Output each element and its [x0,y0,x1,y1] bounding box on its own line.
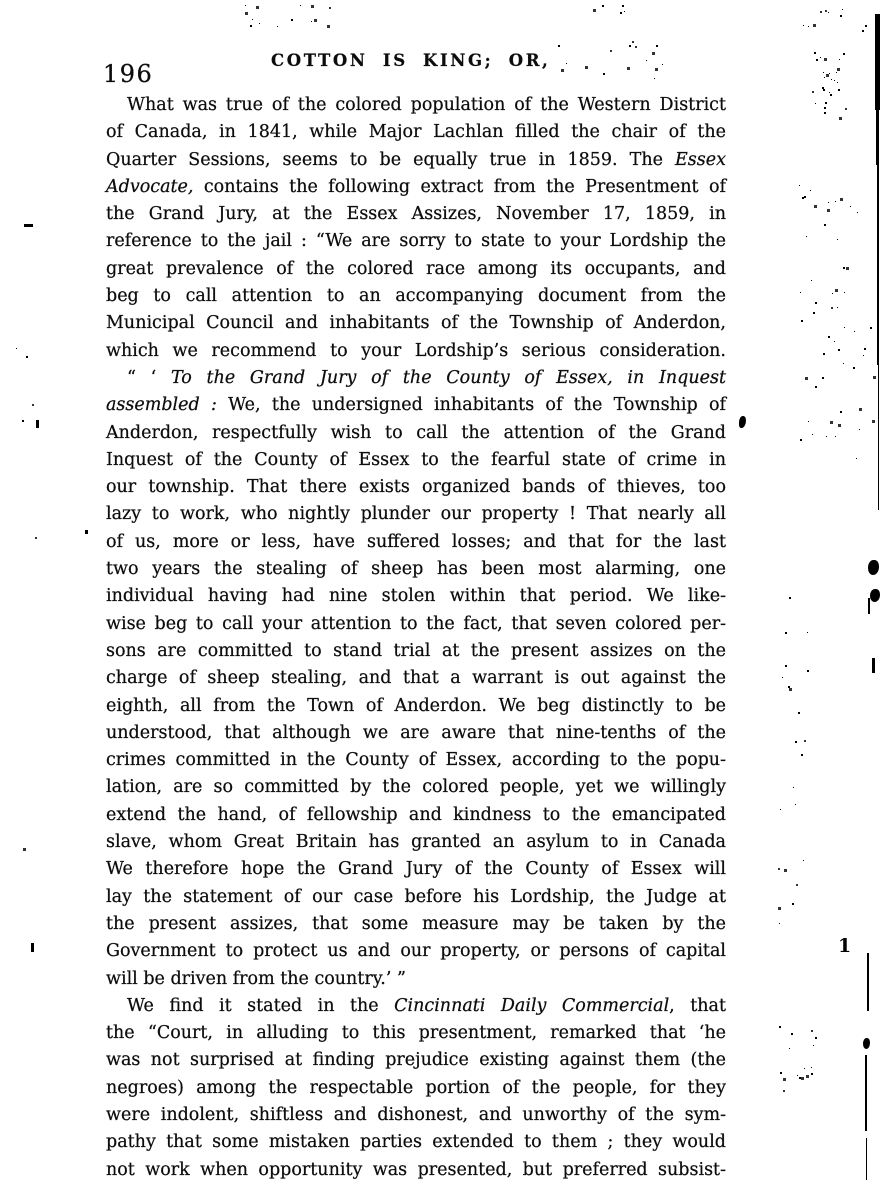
noise-speck [811,1030,813,1032]
text-line [106,338,726,365]
noise-speck [801,754,803,756]
text-line [106,1129,726,1156]
text-line [106,693,726,720]
page-body [106,92,726,1184]
italic-text: assembled : [106,395,217,416]
noise-speck [800,292,801,293]
italic-text: Advocate, [106,176,194,197]
body-text-segment: great prevalence of the colored race among its occupants, and [106,258,726,279]
body-text-segment: pathy that some mistaken parties extended to them ; they would [106,1132,726,1153]
text-line [106,611,726,638]
text-line [106,1047,726,1074]
edge-streak [866,1138,867,1180]
body-text-segment: , that [669,995,726,1016]
noise-speck [796,884,798,886]
ink-tick [872,658,875,673]
noise-speck [824,58,827,61]
body-text-segment: beg to call attention to an accompanying document from the [106,286,726,307]
noise-speck [811,280,812,281]
stray-digit: 1 [838,935,852,957]
noise-speck [602,5,604,7]
noise-speck [836,72,837,73]
body-text-segment: contains the following extract from the Presentment of [193,176,726,197]
body-text-segment: What was true of the colored population of the Western District [127,95,726,115]
noise-speck [804,1068,805,1069]
body-text-segment: extend the hand, of fellowship and kindness to the emancipated [106,804,726,825]
text-line [106,447,726,474]
noise-speck [831,307,833,309]
noise-speck [842,9,843,10]
ink-blob [870,589,880,602]
noise-speck [813,1045,814,1046]
noise-speck [822,87,824,89]
noise-speck [825,102,827,104]
body-text-segment: lazy to work, who nightly plunder our property ! That nearly all [106,504,726,525]
noise-speck [844,292,845,293]
noise-speck [871,328,872,329]
noise-speck [624,11,625,12]
noise-speck [792,903,794,905]
noise-speck [802,197,804,199]
noise-speck [629,45,631,47]
noise-speck [806,236,807,237]
edge-streak [865,1055,867,1131]
text-line [106,283,726,310]
noise-speck [780,1072,782,1074]
text-line [106,993,726,1020]
noise-speck [843,53,845,55]
paragraph [106,92,726,365]
noise-speck [566,63,567,64]
paragraph [106,993,726,1184]
page-number: 196 [103,60,154,88]
noise-speck [854,331,855,332]
noise-speck [829,92,830,93]
body-text-segment: negroes) among the respectable portion of the people, for they [106,1077,726,1098]
text-line [106,720,726,747]
noise-speck [837,68,840,71]
noise-speck [329,7,331,9]
noise-speck [785,665,787,667]
noise-speck [627,67,630,70]
noise-speck [813,312,815,314]
body-text-segment: lation, are so committed by the colored people, yet we willingly [106,777,726,798]
noise-speck [826,74,829,77]
noise-speck [803,25,804,26]
noise-speck [872,420,875,423]
noise-speck [850,206,851,207]
margin-dash [24,224,33,227]
noise-speck [837,239,838,240]
noise-speck [815,302,817,304]
noise-speck [844,327,845,328]
body-text-segment: reference to the jail : “We are sorry to state to your Lordship the [106,231,726,252]
noise-speck [800,439,802,441]
noise-speck [22,420,24,422]
noise-speck [824,112,826,114]
noise-speck [862,30,864,32]
body-text-segment: were indolent, shiftless and dishonest, and unworthy of the sym- [106,1104,726,1125]
noise-speck [791,1033,793,1035]
running-title: COTTON IS KING; OR, [271,51,551,70]
noise-speck [814,52,816,54]
noise-speck [662,64,663,65]
noise-speck [839,59,840,60]
noise-speck [778,868,780,870]
noise-speck [838,424,841,427]
noise-speck [610,50,612,52]
margin-mark [36,420,39,428]
noise-speck [789,688,792,691]
noise-speck [807,632,808,633]
text-line [106,556,726,583]
noise-speck [779,1026,781,1028]
noise-speck [830,94,832,96]
noise-speck [828,202,829,203]
noise-speck [820,57,821,58]
noise-speck [795,804,796,805]
noise-speck [32,404,34,406]
text-line [106,829,726,856]
noise-speck [837,82,838,83]
text-line [106,119,726,146]
noise-speck [632,41,634,43]
text-line [106,583,726,610]
edge-streak [876,105,879,165]
text-line [106,392,726,419]
noise-speck [256,6,259,9]
italic-text: Cincinnati Daily Commercial [394,995,670,1016]
edge-streak [875,14,880,110]
noise-speck [558,45,560,47]
noise-speck [829,73,830,74]
noise-speck [846,267,849,270]
text-line [106,365,726,392]
body-text-segment: understood, that although we are aware that nine-tenths of the [106,722,726,743]
noise-speck [822,377,824,379]
text-line [106,1075,726,1102]
noise-speck [259,23,260,24]
body-text-segment: We find it stated in the [127,995,395,1016]
noise-speck [780,809,781,810]
noise-speck [803,860,804,861]
body-text-segment: the Grand Jury, at the Essex Assizes, November 17, 1859, in [106,204,726,225]
noise-speck [646,60,647,61]
noise-speck [840,198,843,201]
noise-speck [250,25,252,27]
text-line [106,310,726,337]
text-line [106,147,726,174]
noise-speck [873,376,876,379]
noise-speck [810,190,811,191]
noise-speck [784,869,787,872]
noise-speck [789,1048,790,1049]
noise-speck [16,348,17,349]
noise-speck [824,77,825,78]
ink-blob [868,560,879,575]
body-text-segment: which we recommend to your Lordship’s serious consideration. [106,340,726,361]
noise-speck [635,46,637,48]
noise-speck [823,72,824,73]
text-line [106,774,726,801]
noise-speck [793,787,794,788]
noise-speck [785,632,787,634]
text-line [106,638,726,665]
noise-speck [277,26,278,27]
paragraph [106,365,726,993]
noise-speck [824,224,826,226]
noise-speck [788,686,790,688]
text-line [106,911,726,938]
noise-speck [814,205,817,208]
noise-speck [300,5,301,6]
noise-speck [816,59,818,61]
noise-speck [838,89,840,91]
noise-speck [779,923,780,924]
body-text-segment: eighth, all from the Town of Anderdon. We beg distinctly to be [106,695,726,716]
noise-speck [837,307,838,308]
edge-streak [877,160,879,365]
ink-blob [863,1038,870,1049]
body-text-segment: will be driven from the country.’ ” [106,968,406,989]
noise-speck [778,907,781,910]
noise-speck [826,436,827,437]
edge-streak [867,953,869,1011]
text-line [106,747,726,774]
noise-speck [835,201,836,202]
noise-speck [859,408,862,411]
body-text-segment: We therefore hope the Grand Jury of the County of Essex will [106,859,726,880]
noise-speck [853,367,855,369]
noise-speck [811,1067,812,1068]
noise-speck [808,26,809,27]
text-line [106,92,726,119]
noise-speck [795,741,797,743]
text-line [106,856,726,883]
noise-speck [834,341,835,342]
noise-speck [291,19,293,21]
body-text-segment: We, the undersigned inhabitants of the Township of [216,395,726,416]
text-line [106,256,726,283]
body-text-segment: “ ‘ [127,367,171,388]
noise-speck [783,1090,785,1092]
noise-speck [820,11,822,13]
noise-speck [832,293,833,294]
noise-speck [314,19,317,22]
noise-speck [655,68,658,71]
noise-speck [799,185,800,186]
noise-speck [823,353,825,355]
noise-speck [815,386,817,388]
noise-speck [561,69,564,72]
noise-speck [252,19,253,20]
noise-speck [807,670,809,672]
noise-speck [843,363,844,364]
noise-speck [311,21,312,22]
body-text-segment: our township. That there exists organized bands of thieves, too [106,477,726,498]
noise-speck [828,12,829,13]
noise-speck [863,355,864,356]
noise-speck [823,89,825,91]
noise-speck [801,1077,804,1080]
text-line [106,966,726,993]
noise-speck [857,212,858,213]
body-text-segment: slave, whom Great Britain has granted an asylum to in Canada [106,832,726,853]
noise-speck [812,434,813,435]
body-text-segment: lay the statement of our case before his Lordship, the Judge at [106,886,726,907]
margin-dot [85,530,88,534]
body-text-segment: the “Court, in alluding to this presentment, remarked that ‘he [106,1023,726,1044]
noise-speck [593,9,596,12]
noise-speck [831,79,832,80]
body-text-segment: not work when opportunity was presented, but preferred subsist- [106,1159,726,1180]
noise-speck [798,712,800,714]
noise-speck [806,1075,809,1078]
margin-mark [31,943,34,952]
noise-speck [23,848,26,851]
noise-speck [835,289,838,292]
noise-speck [812,91,814,93]
noise-speck [815,103,816,104]
body-text-segment: wise beg to call your attention to the fact, that seven colored per- [106,613,726,634]
body-text-segment: of us, more or less, have suffered losses; and that for the last [106,531,726,552]
body-text-segment: of Canada, in 1841, while Major Lachlan filled the chair of the [106,122,726,143]
body-text-segment: the present assizes, that some measure may be taken by the [106,913,726,934]
edge-streak [878,360,879,510]
noise-speck [801,320,803,322]
noise-speck [585,66,588,69]
text-line [106,884,726,911]
noise-speck [311,5,314,8]
noise-speck [811,1073,813,1075]
text-line [106,420,726,447]
noise-speck [827,209,830,212]
text-line [106,1020,726,1047]
noise-speck [835,436,836,437]
noise-speck [656,45,658,47]
text-line [106,174,726,201]
noise-speck [804,740,806,742]
noise-speck [789,597,791,599]
noise-speck [654,78,655,79]
text-line [106,474,726,501]
text-line [106,665,726,692]
noise-speck [813,24,816,27]
body-text-segment: Municipal Council and inhabitants of the Township of Anderdon, [106,313,726,334]
body-text-segment: sons are committed to stand trial at the present assizes on the [106,640,726,661]
noise-speck [620,12,622,14]
noise-speck [845,108,847,110]
body-text-segment: individual having had nine stolen within that period. We like- [106,586,726,607]
noise-speck [856,458,857,459]
noise-speck [652,52,655,55]
italic-text: Essex [675,149,726,170]
body-text-segment: Quarter Sessions, seems to be equally true in 1859. The [106,149,676,170]
noise-speck [603,73,605,75]
italic-text: To the Grand Jury of the County of Essex, in Inquest [170,367,727,388]
noise-speck [838,349,840,351]
noise-speck [327,25,330,28]
body-text-segment: two years the stealing of sheep has been most alarming, one [106,559,726,580]
text-line [106,802,726,829]
noise-speck [830,421,833,424]
body-text-segment: Government to protect us and our property, or persons of capital [106,941,726,962]
noise-speck [865,25,867,27]
noise-speck [843,267,845,269]
noise-speck [799,1077,801,1079]
noise-speck [840,411,842,413]
text-line [106,938,726,965]
noise-speck [622,5,624,7]
noise-speck [35,537,37,539]
noise-speck [815,1037,817,1039]
ink-blob [739,416,746,428]
noise-speck [825,10,827,12]
body-text-segment: Inquest of the County of Essex to the fearful state of crime in [106,449,726,470]
noise-speck [797,1075,798,1076]
text-line [106,1102,726,1129]
noise-speck [864,348,866,350]
noise-speck [805,377,808,380]
text-line [106,529,726,556]
text-line [106,501,726,528]
noise-speck [859,429,860,430]
body-text-segment: was not surprised at finding prejudice existing against them (the [106,1050,726,1071]
noise-speck [245,12,248,15]
edge-streak [868,598,870,614]
noise-speck [839,117,842,120]
noise-speck [824,107,826,109]
noise-speck [804,196,806,198]
body-text-segment: crimes committed in the County of Essex, according to the popu- [106,750,726,771]
body-text-segment: Anderdon, respectfully wish to call the attention of the Grand [106,422,726,443]
text-line [106,201,726,228]
body-text-segment: charge of sheep stealing, and that a warrant is out against the [106,668,726,689]
noise-speck [783,1078,786,1081]
noise-speck [870,327,872,329]
noise-speck [782,677,783,678]
text-line [106,1157,726,1184]
noise-speck [828,336,830,338]
text-line [106,228,726,255]
noise-speck [823,89,824,90]
noise-speck [834,80,835,81]
noise-speck [245,5,246,6]
noise-speck [808,421,809,422]
noise-speck [26,356,28,358]
noise-speck [840,15,842,17]
